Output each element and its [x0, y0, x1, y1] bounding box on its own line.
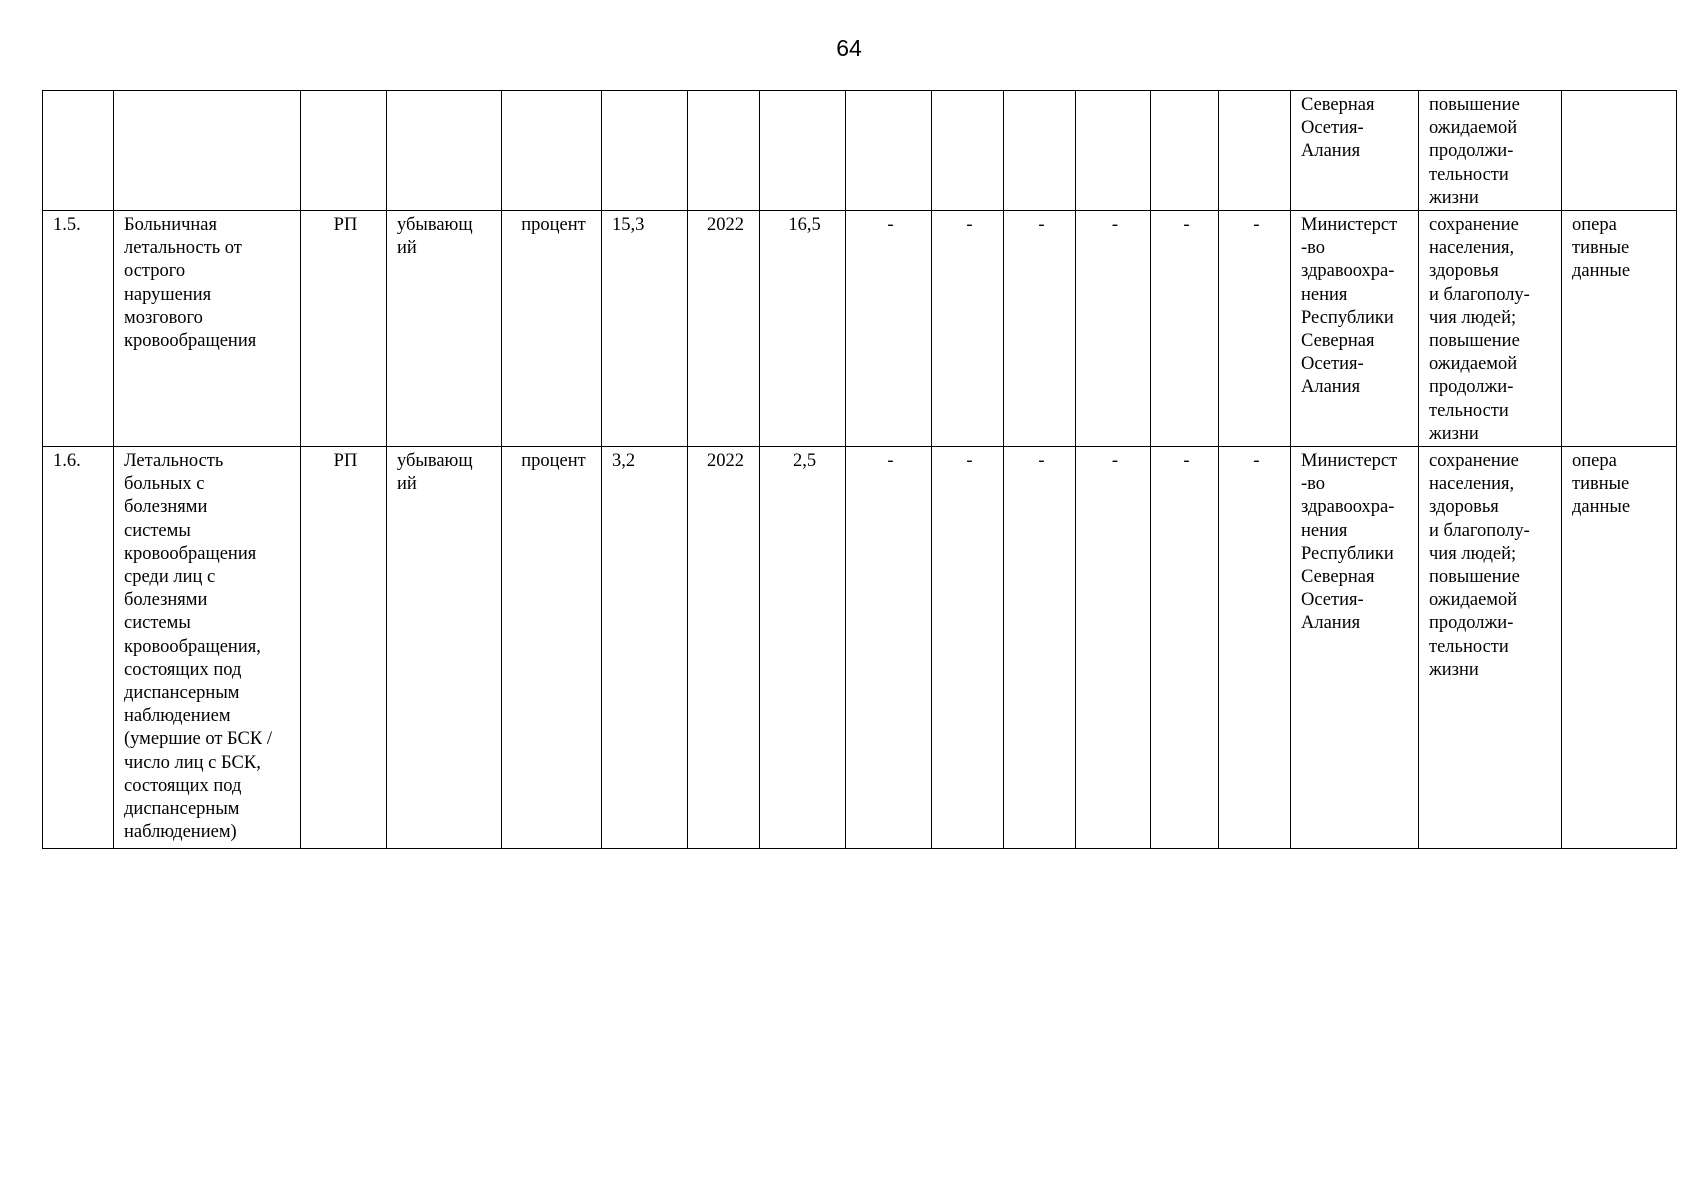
year-value-cell: -: [1219, 447, 1291, 849]
table-row: [43, 447, 1677, 849]
year-value-cell: [1219, 91, 1291, 211]
direction-cell: [387, 91, 502, 211]
base-value-cell: 15,3: [602, 211, 688, 447]
year-value-cell: [932, 91, 1004, 211]
year-value-cell: [1004, 91, 1076, 211]
year-value-cell: [846, 91, 932, 211]
responsible-cell: Министерст -во здравоохра- нения Республики Северная Осетия- Алания: [1291, 447, 1419, 849]
indicator-name-cell: [114, 91, 301, 211]
row-number-cell: 1.6.: [43, 447, 114, 849]
goal-cell: повышение ожидаемой продолжи- тельности жизни: [1419, 91, 1562, 211]
unit-cell: [502, 91, 602, 211]
indicators-table: [42, 90, 1677, 849]
indicator-name-cell: Летальность больных с болезнями системы кровообращения среди лиц с болезнями системы кровообращения, состоящих под диспансерным наблюдением (умершие от БСК / число лиц с БСК, состоящих под диспансерным наблюдением): [114, 447, 301, 849]
direction-cell: убывающ ий: [387, 211, 502, 447]
target-value-cell: 16,5: [760, 211, 846, 447]
year-value-cell: -: [932, 447, 1004, 849]
year-value-cell: -: [1076, 447, 1151, 849]
year-value-cell: [1076, 91, 1151, 211]
row-number-cell: 1.5.: [43, 211, 114, 447]
base-year-cell: 2022: [688, 211, 760, 447]
table-row: [43, 211, 1677, 447]
base-value-cell: [602, 91, 688, 211]
target-value-cell: [760, 91, 846, 211]
indicator-name-cell: Больничная летальность от острого нарушения мозгового кровообращения: [114, 211, 301, 447]
year-value-cell: -: [1219, 211, 1291, 447]
responsible-cell: Министерст -во здравоохра- нения Республики Северная Осетия- Алания: [1291, 211, 1419, 447]
level-cell: [301, 91, 387, 211]
base-year-cell: [688, 91, 760, 211]
direction-cell: убывающ ий: [387, 447, 502, 849]
year-value-cell: [1151, 91, 1219, 211]
row-number-cell: [43, 91, 114, 211]
year-value-cell: -: [846, 447, 932, 849]
year-value-cell: -: [846, 211, 932, 447]
base-value-cell: 3,2: [602, 447, 688, 849]
table-row: [43, 91, 1677, 211]
level-cell: РП: [301, 447, 387, 849]
year-value-cell: -: [1004, 447, 1076, 849]
unit-cell: процент: [502, 211, 602, 447]
level-cell: РП: [301, 211, 387, 447]
goal-cell: сохранение населения, здоровья и благополу- чия людей; повышение ожидаемой продолжи- тельности жизни: [1419, 447, 1562, 849]
unit-cell: процент: [502, 447, 602, 849]
year-value-cell: -: [1151, 447, 1219, 849]
year-value-cell: -: [1076, 211, 1151, 447]
target-value-cell: 2,5: [760, 447, 846, 849]
responsible-cell: Северная Осетия- Алания: [1291, 91, 1419, 211]
base-year-cell: 2022: [688, 447, 760, 849]
goal-cell: сохранение населения, здоровья и благополу- чия людей; повышение ожидаемой продолжи- тельности жизни: [1419, 211, 1562, 447]
source-cell: [1562, 91, 1677, 211]
year-value-cell: -: [1004, 211, 1076, 447]
page-number: 64: [836, 35, 862, 61]
source-cell: опера тивные данные: [1562, 447, 1677, 849]
source-cell: опера тивные данные: [1562, 211, 1677, 447]
year-value-cell: -: [1151, 211, 1219, 447]
year-value-cell: -: [932, 211, 1004, 447]
